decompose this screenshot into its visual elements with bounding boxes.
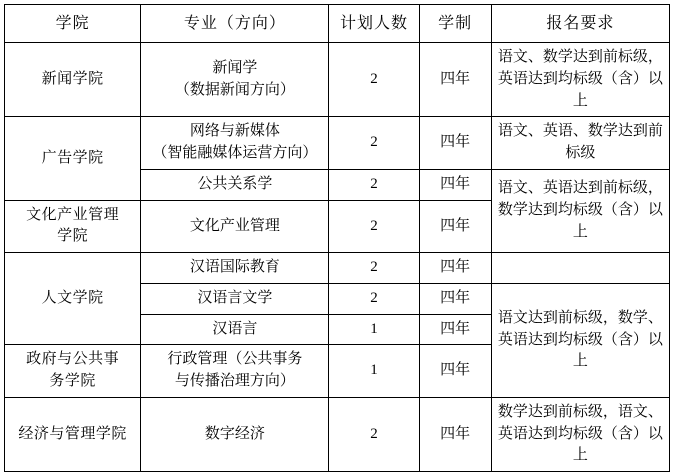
cell-major: 数字经济 (141, 397, 329, 471)
table-row (5, 397, 670, 471)
major-line-2: 与传播治理方向） (174, 373, 295, 390)
cell-requirement: 数学达到前标级，语文、英语达到均标级（含）以上 (491, 397, 669, 471)
cell-major: 汉语国际教育 (141, 253, 329, 284)
column-header-school-system: 学制 (419, 5, 491, 43)
column-header-requirements: 报名要求 (491, 5, 669, 43)
table-header (5, 5, 670, 43)
cell-school-system: 四年 (419, 283, 491, 314)
column-header-major: 专业（方向） (141, 5, 329, 43)
cell-school-system: 四年 (419, 253, 491, 284)
cell-plan-count: 2 (329, 169, 419, 200)
cell-requirement (491, 253, 669, 284)
college-line-2: 学院 (57, 228, 89, 245)
cell-major (141, 345, 329, 398)
cell-major (141, 117, 329, 170)
table-body (5, 43, 670, 472)
major-line-2: （智能融媒体运营方向） (152, 145, 318, 162)
college-line-1: 文化产业管理 (26, 206, 120, 223)
cell-requirement: 语文、英语、数学达到前标级 (491, 117, 669, 170)
cell-school-system: 四年 (419, 117, 491, 170)
admissions-plan-sheet (0, 4, 674, 462)
cell-school-system: 四年 (419, 169, 491, 200)
cell-plan-count: 2 (329, 253, 419, 284)
cell-college: 新闻学院 (5, 43, 141, 117)
cell-college (5, 345, 141, 398)
table-row (5, 117, 670, 170)
cell-school-system: 四年 (419, 345, 491, 398)
cell-plan-count: 1 (329, 314, 419, 345)
cell-school-system: 四年 (419, 200, 491, 253)
cell-major: 汉语言文学 (141, 283, 329, 314)
cell-college (5, 200, 141, 253)
cell-college: 人文学院 (5, 253, 141, 345)
cell-major: 汉语言 (141, 314, 329, 345)
admissions-table (4, 4, 670, 472)
major-line-2: （数据新闻方向） (174, 81, 295, 98)
college-line-2: 务学院 (49, 373, 96, 390)
cell-school-system: 四年 (419, 314, 491, 345)
major-line-1: 网络与新媒体 (189, 123, 280, 140)
cell-requirement: 语文达到前标级，数学、英语达到均标级（含）以上 (491, 283, 669, 397)
table-row (5, 43, 670, 117)
cell-requirement: 语文、英语达到前标级，数学达到均标级（含）以上 (491, 169, 669, 252)
cell-school-system: 四年 (419, 43, 491, 117)
major-line-1: 行政管理（公共事务 (167, 351, 303, 368)
cell-requirement: 语文、数学达到前标级，英语达到均标级（含）以上 (491, 43, 669, 117)
cell-major (141, 43, 329, 117)
major-line-1: 新闻学 (212, 60, 258, 77)
cell-plan-count: 2 (329, 200, 419, 253)
cell-college: 广告学院 (5, 117, 141, 200)
column-header-plan-count: 计划人数 (329, 5, 419, 43)
table-header-row (5, 5, 670, 43)
cell-major: 公共关系学 (141, 169, 329, 200)
college-line-1: 政府与公共事 (26, 351, 120, 368)
cell-school-system: 四年 (419, 397, 491, 471)
cell-plan-count: 2 (329, 117, 419, 170)
cell-college: 经济与管理学院 (5, 397, 141, 471)
column-header-college: 学院 (5, 5, 141, 43)
cell-plan-count: 2 (329, 43, 419, 117)
cell-plan-count: 2 (329, 397, 419, 471)
cell-plan-count: 1 (329, 345, 419, 398)
cell-major: 文化产业管理 (141, 200, 329, 253)
cell-plan-count: 2 (329, 283, 419, 314)
table-row (5, 253, 670, 284)
